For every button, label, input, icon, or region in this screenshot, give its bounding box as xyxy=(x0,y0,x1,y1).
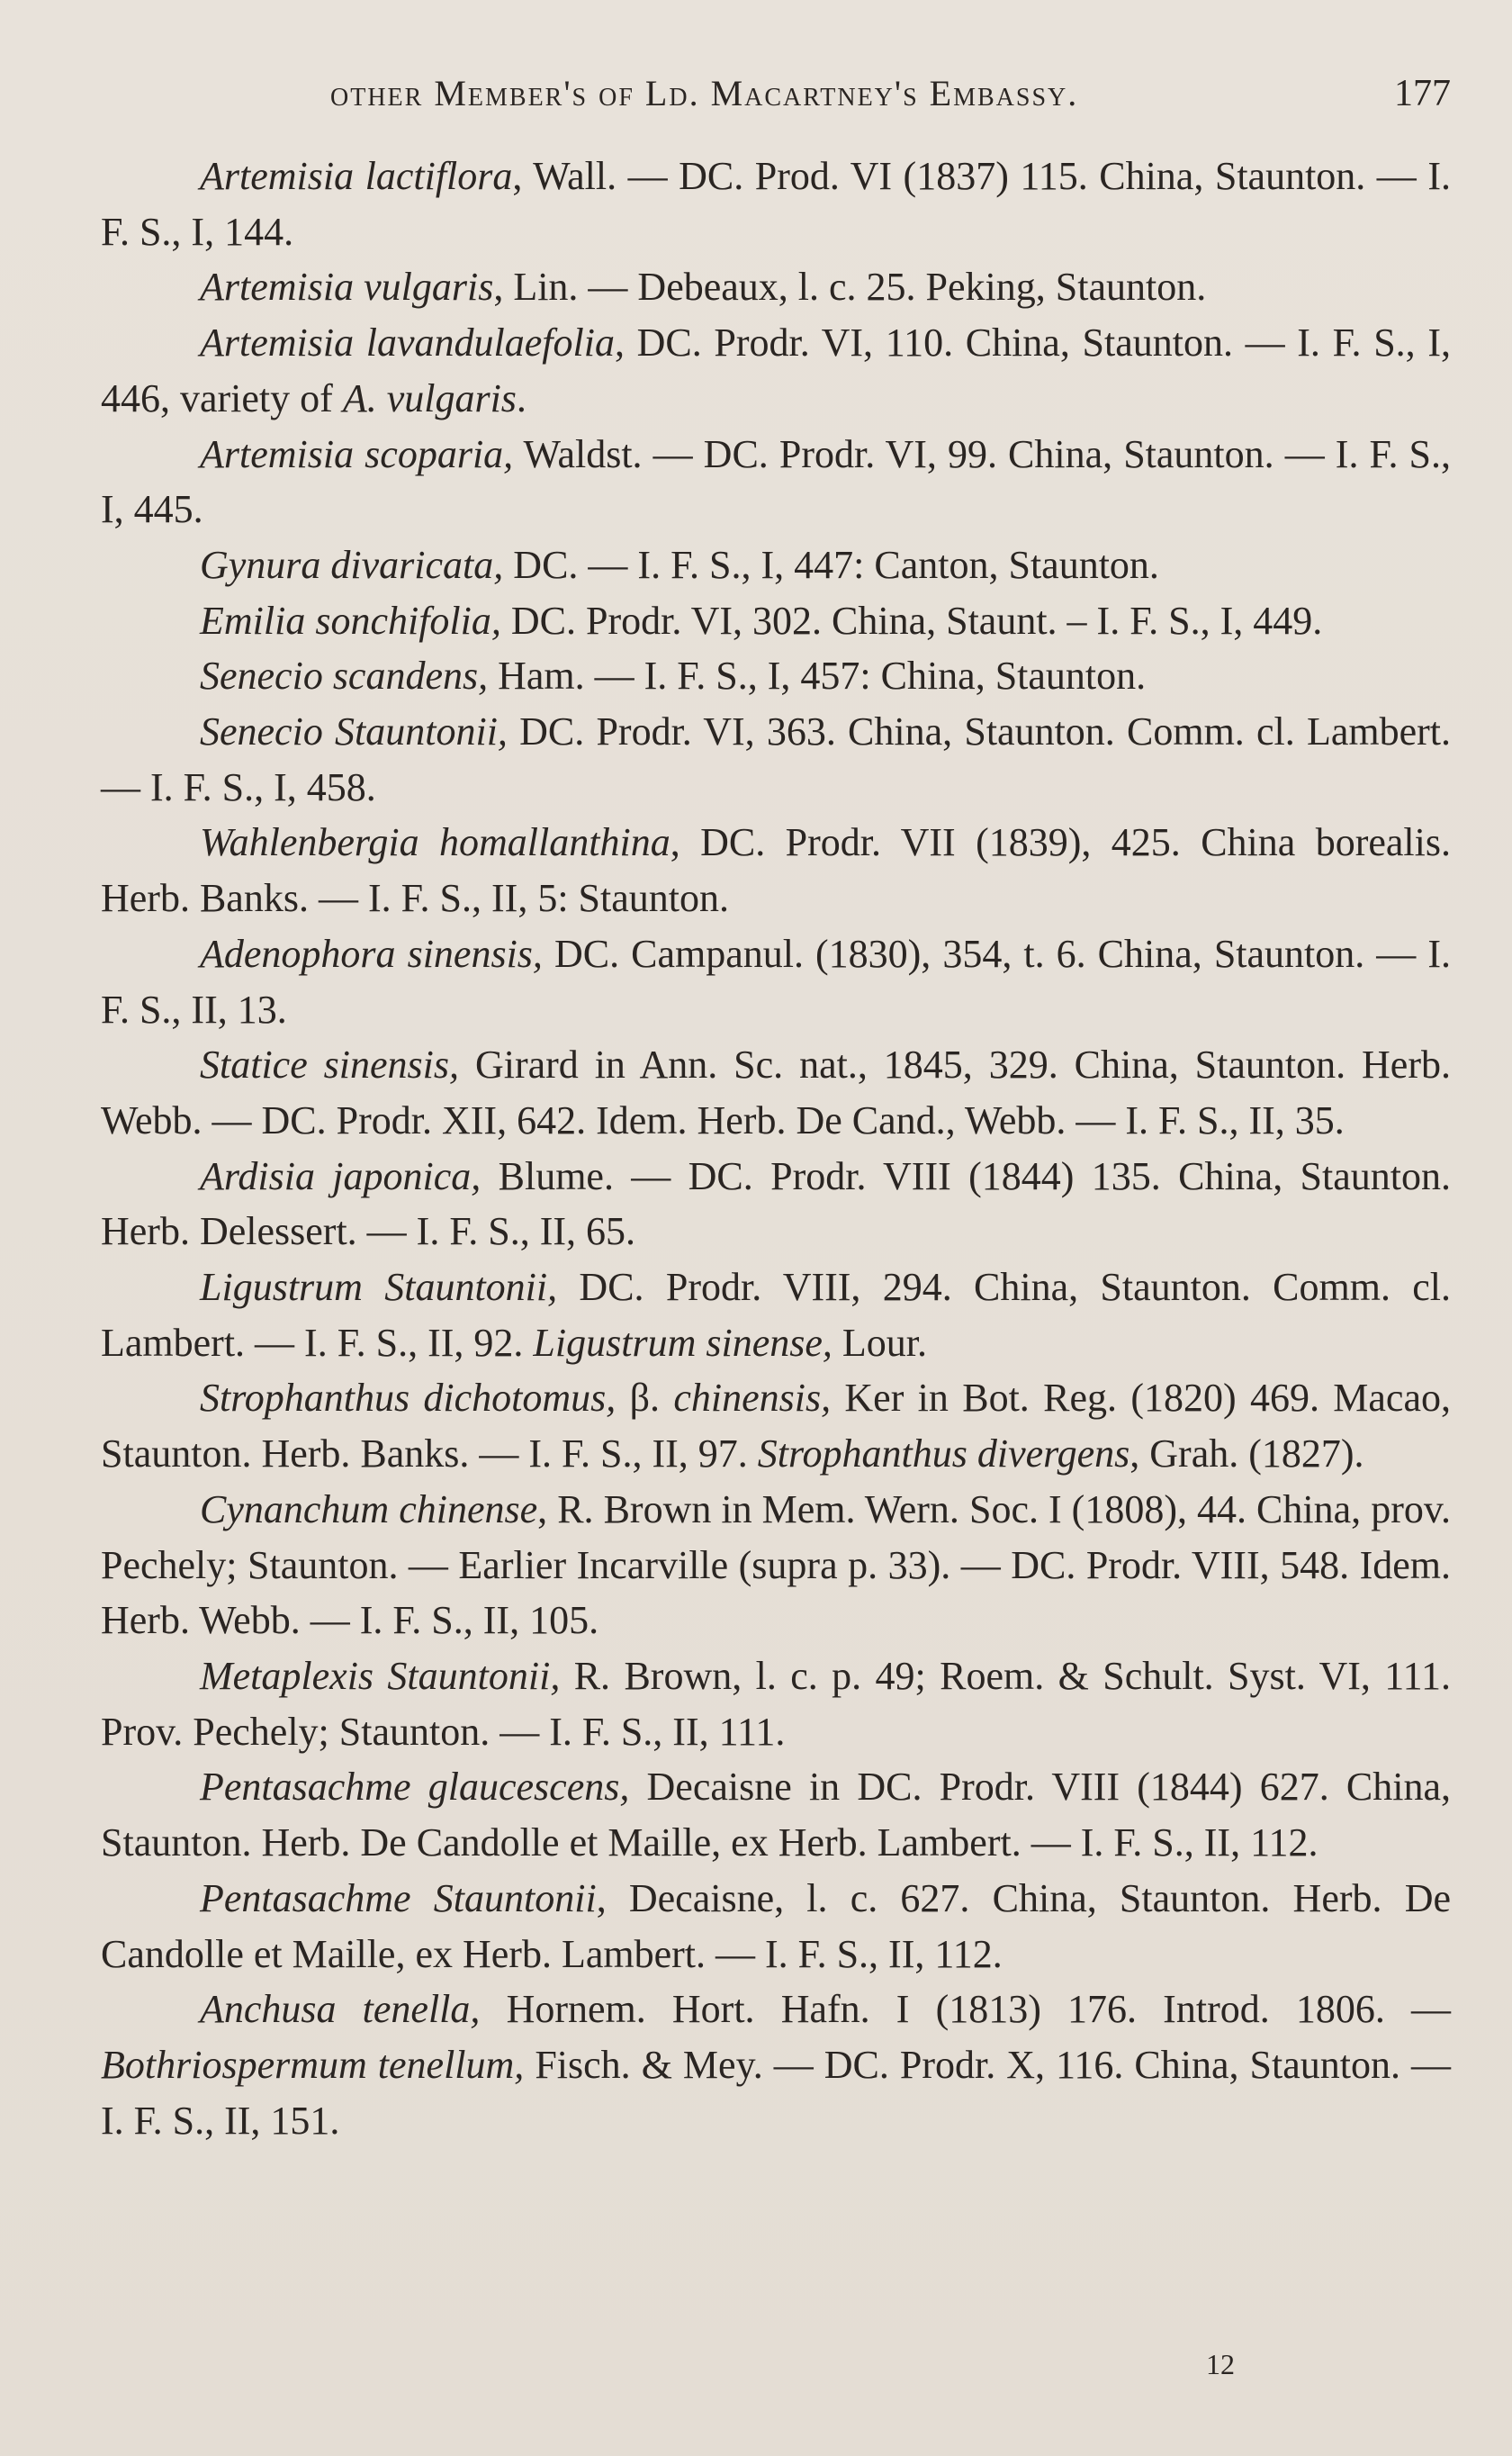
entry xyxy=(101,593,1451,649)
entry-text: , R. Brown in Mem. Wern. Soc. I (1808), 44. China, prov. Pechely; Staunton. — Earlier Incarville (supra p. 33). — DC. Prodr. VIII, 548. Idem. Herb. Webb. — I. F. S., II, 105. xyxy=(101,1486,1451,1643)
species-name: Pentasachme glaucescens, xyxy=(200,1765,630,1810)
entry-text: Lour. xyxy=(832,1320,928,1365)
entry-text: , Grah. (1827). xyxy=(1130,1431,1364,1476)
entry-text: Blume. — DC. Prodr. VIII (1844) 135. China, Staunton. Herb. Delessert. — I. F. S., II, 65. xyxy=(101,1153,1452,1254)
entry-text: R. Brown, l. c. p. 49; Roem. & Schult. Syst. VI, 111. Prov. Pechely; Staunton. — I. F. S., II, 111. xyxy=(101,1653,1452,1754)
entry-text: DC. Prodr. VI, 363. China, Staunton. Comm. cl. Lambert. — I. F. S., I, 458. xyxy=(101,709,1451,809)
entry xyxy=(101,1648,1451,1759)
entry-text: . xyxy=(516,375,526,420)
page-number: 177 xyxy=(1394,73,1451,114)
species-name: Ligustrum Stauntonii, xyxy=(200,1265,558,1310)
entry-text: , Decaisne, l. c. 627. China, Staunton. Herb. De Candolle et Maille, ex Herb. Lambert. — I. F. S., II, 112. xyxy=(101,1875,1451,1976)
page-header xyxy=(101,72,1451,126)
entry-text: , Wall. — DC. Prod. VI (1837) 115. China, Staunton. — I. F. S., I, 144. xyxy=(101,154,1451,254)
signature-mark: 12 xyxy=(1206,2348,1235,2380)
species-name: A. vulgaris xyxy=(342,375,517,420)
entry-text: Decaisne in DC. Prodr. VIII (1844) 627. China, Staunton. Herb. De Candolle et Maille, ex Herb. Lambert. — I. F. S., II, 112. xyxy=(101,1765,1451,1865)
species-name: Artemisia scoparia, xyxy=(200,431,514,476)
entry-text: DC. Campanul. (1830), 354, t. 6. China, Staunton. — I. F. S., II, 13. xyxy=(101,931,1451,1032)
entry-text: Fisch. & Mey. — DC. Prodr. X, 116. China, Staunton. — I. F. S., II, 151. xyxy=(101,2042,1452,2143)
entry xyxy=(101,1260,1451,1370)
species-name: Wahlenbergia homallanthina xyxy=(200,820,670,865)
entry-text: Girard in Ann. Sc. nat., 1845, 329. China, Staunton. Herb. Webb. — DC. Prodr. XII, 642. Idem. Herb. De Cand., Webb. — I. F. S., II, 35. xyxy=(101,1043,1451,1142)
entry xyxy=(101,315,1451,426)
entry-text: , Lin. — Debeaux, l. c. 25. Peking, Staunton. xyxy=(493,265,1207,310)
species-name: Strophanthus divergens xyxy=(757,1431,1130,1476)
species-name: Senecio scandens, xyxy=(200,654,489,699)
entry-text: Ker in Bot. Reg. (1820) 469. Macao, Staunton. Herb. Banks. — I. F. S., II, 97. xyxy=(101,1376,1451,1476)
entry-text: DC. Prodr. VI, 302. China, Staunt. – I. F. S., I, 449. xyxy=(500,598,1323,643)
species-name: Emilia sonchifolia, xyxy=(200,598,501,643)
entry-text: DC. — I. F. S., I, 447: Canton, Staunton. xyxy=(503,542,1159,587)
species-name: Cynanchum chinense xyxy=(200,1486,538,1531)
species-name: Pentasachme Stauntonii xyxy=(200,1875,597,1920)
species-name: chinensis, xyxy=(673,1376,832,1421)
species-name: Gynura divaricata, xyxy=(200,542,504,587)
species-name: Artemisia lavandulaefolia xyxy=(200,321,615,366)
entry xyxy=(101,1982,1451,2148)
species-name: Metaplexis Stauntonii, xyxy=(200,1653,561,1698)
entry-text: Hornem. Hort. Hafn. I (1813) 176. Introd. 1806. — xyxy=(480,1987,1452,2032)
entry-text: , DC. Prodr. VII (1839), 425. China borealis. Herb. Banks. — I. F. S., II, 5: Staunton. xyxy=(101,820,1451,921)
species-name: Artemisia vulgaris xyxy=(200,265,494,310)
entry xyxy=(101,1037,1451,1148)
entry xyxy=(101,1370,1451,1481)
entry xyxy=(101,149,1451,259)
species-name: Senecio Stauntonii, xyxy=(200,709,508,754)
entry xyxy=(101,537,1451,593)
entry xyxy=(101,1759,1451,1870)
entry xyxy=(101,259,1451,315)
entry xyxy=(101,427,1451,537)
species-name: Adenophora sinensis, xyxy=(200,931,543,976)
entry xyxy=(101,704,1451,815)
entry-text: Ham. — I. F. S., I, 457: China, Staunton. xyxy=(488,654,1147,699)
entry xyxy=(101,926,1451,1037)
species-name: Ardisia japonica, xyxy=(200,1153,482,1198)
species-name: Statice sinensis, xyxy=(200,1043,460,1088)
entry-text: DC. Prodr. VIII, 294. China, Staunton. Comm. cl. Lambert. — I. F. S., II, 92. xyxy=(101,1265,1451,1365)
species-name: Strophanthus dichotomus, xyxy=(200,1376,616,1421)
body-text xyxy=(101,149,1451,2148)
entry xyxy=(101,1149,1451,1260)
entry xyxy=(101,1482,1451,1648)
entry xyxy=(101,1871,1451,1982)
entry-text: Waldst. — DC. Prodr. VI, 99. China, Staunton. — I. F. S., I, 445. xyxy=(101,431,1451,532)
entry-text: , DC. Prodr. VI, 110. China, Staunton. — I. F. S., I, 446, variety of xyxy=(101,321,1451,420)
entry xyxy=(101,815,1451,926)
species-name: Ligustrum sinense, xyxy=(533,1320,832,1365)
entry xyxy=(101,648,1451,704)
running-title: other Member's of Ld. Macartney's Embassy. xyxy=(330,73,1079,113)
species-name: Artemisia lactiflora xyxy=(200,154,513,198)
species-name: Bothriospermum tenellum, xyxy=(101,2042,525,2087)
species-name: Anchusa tenella, xyxy=(200,1987,481,2032)
entry-text: β. xyxy=(616,1376,674,1421)
